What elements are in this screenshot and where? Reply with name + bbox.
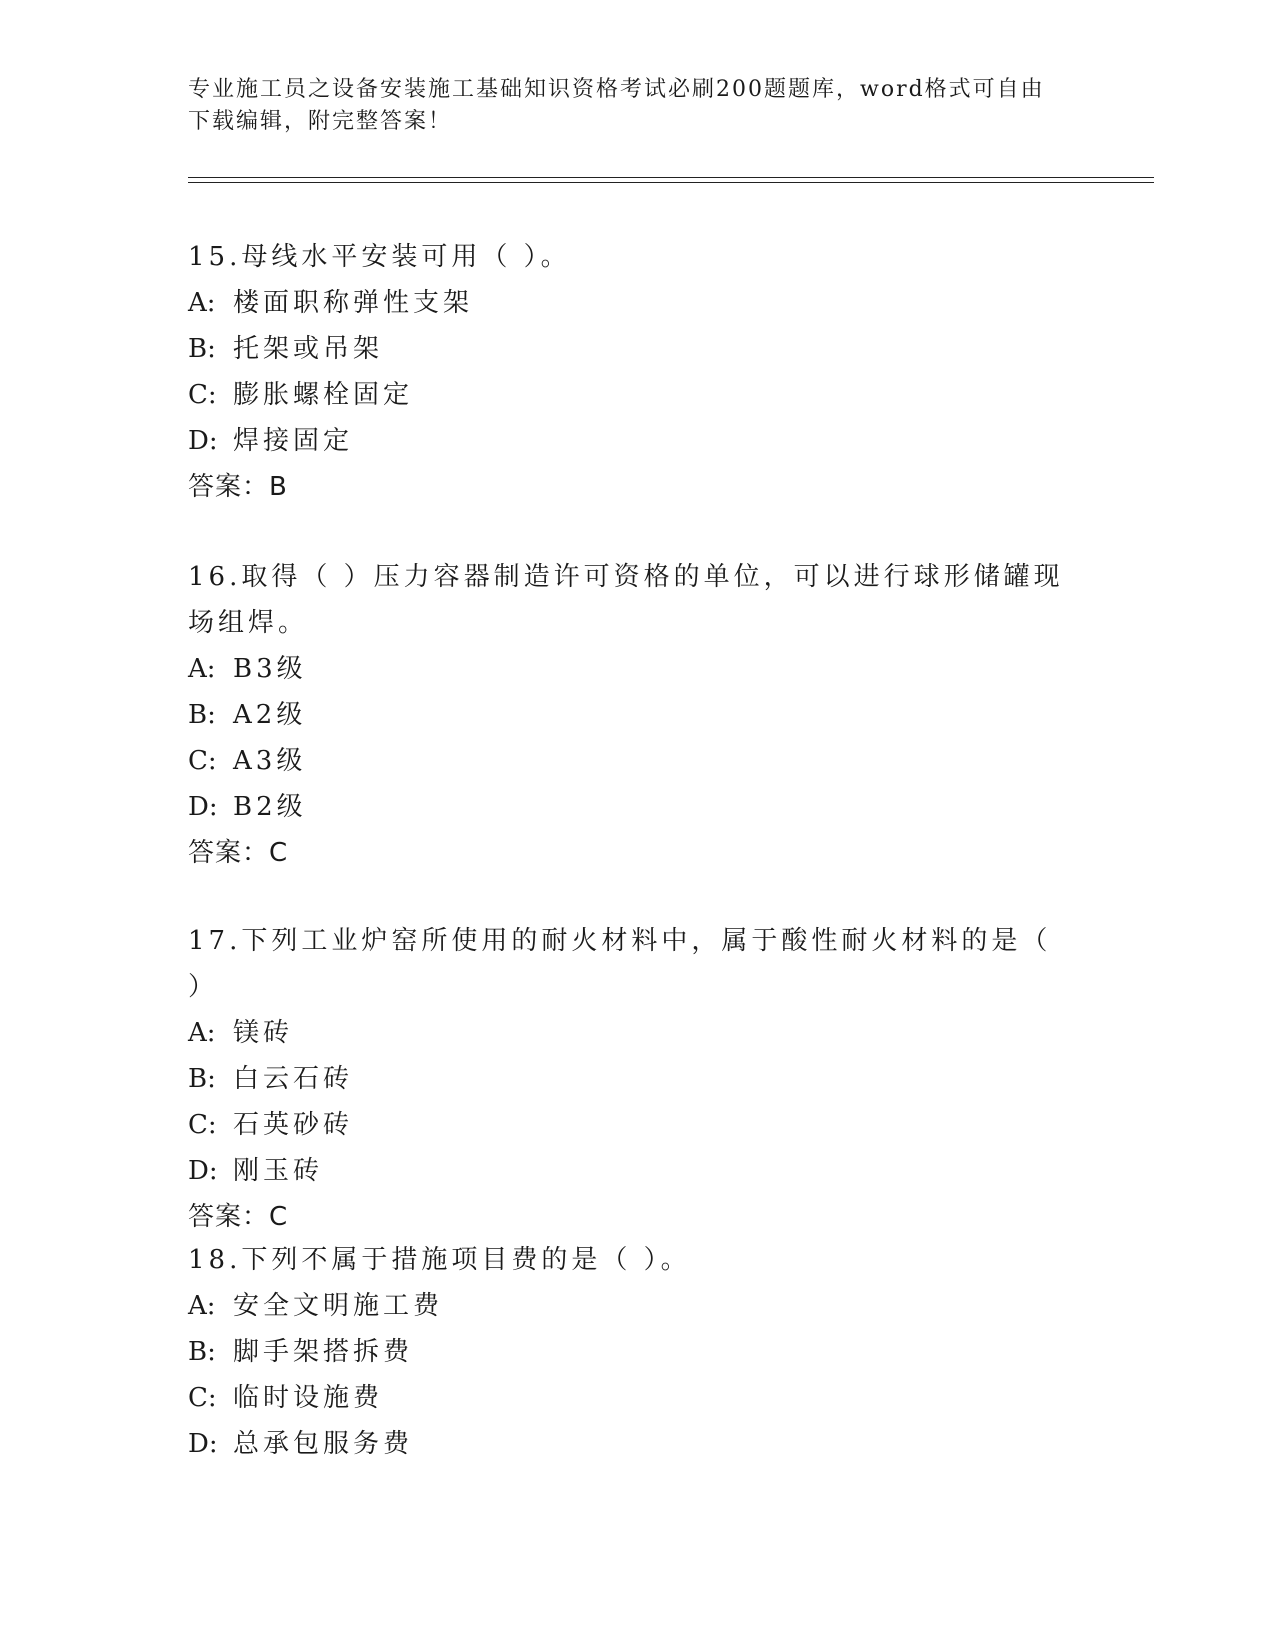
option-b xyxy=(188,326,1068,372)
option-text: B3级 xyxy=(233,654,307,684)
option-text: 石英砂砖 xyxy=(233,1110,354,1140)
option-a xyxy=(188,1010,1068,1056)
option-c xyxy=(188,738,1068,784)
option-letter: A: xyxy=(188,288,216,318)
option-d xyxy=(188,1421,1068,1467)
option-b xyxy=(188,1329,1068,1375)
option-a xyxy=(188,1283,1068,1329)
option-d xyxy=(188,1148,1068,1194)
question-17 xyxy=(188,918,1068,1240)
option-d xyxy=(188,418,1068,464)
option-text: 白云石砖 xyxy=(233,1064,354,1094)
option-letter: A: xyxy=(188,1018,216,1048)
option-letter: C: xyxy=(188,1110,217,1140)
question-stem: 17.下列工业炉窑所使用的耐火材料中，属于酸性耐火材料的是（ ） xyxy=(188,926,1052,1002)
option-d xyxy=(188,784,1068,830)
option-b xyxy=(188,692,1068,738)
option-c xyxy=(188,372,1068,418)
option-text: 膨胀螺栓固定 xyxy=(233,380,414,410)
option-text: 脚手架搭拆费 xyxy=(233,1337,414,1367)
option-letter: D: xyxy=(188,792,218,822)
option-letter: C: xyxy=(188,380,217,410)
option-letter: D: xyxy=(188,426,218,456)
question-stem: 16.取得（ ）压力容器制造许可资格的单位，可以进行球形储罐现场组焊。 xyxy=(188,562,1064,638)
option-letter: B: xyxy=(188,700,216,730)
option-letter: C: xyxy=(188,1383,217,1413)
option-letter: B: xyxy=(188,1337,216,1367)
option-a xyxy=(188,646,1068,692)
option-text: 楼面职称弹性支架 xyxy=(233,288,474,318)
option-letter: A: xyxy=(188,1291,216,1321)
option-text: 托架或吊架 xyxy=(233,334,384,364)
question-16 xyxy=(188,554,1068,876)
answer-line: 答案：B xyxy=(188,472,288,502)
answer-line: 答案：C xyxy=(188,1202,289,1232)
document-header: 专业施工员之设备安装施工基础知识资格考试必刷200题题库，word格式可自由下载编辑，附完整答案！ xyxy=(188,77,1045,134)
header-divider-bottom xyxy=(188,182,1154,183)
option-text: 临时设施费 xyxy=(233,1383,384,1413)
question-15 xyxy=(188,234,1068,510)
option-letter: D: xyxy=(188,1429,218,1459)
answer-line: 答案：C xyxy=(188,838,289,868)
option-text: B2级 xyxy=(233,792,307,822)
option-text: 总承包服务费 xyxy=(233,1429,414,1459)
option-text: 焊接固定 xyxy=(233,426,354,456)
option-text: 刚玉砖 xyxy=(233,1156,324,1186)
option-text: A3级 xyxy=(233,746,307,776)
option-letter: D: xyxy=(188,1156,218,1186)
option-a xyxy=(188,280,1068,326)
option-text: A2级 xyxy=(233,700,307,730)
option-c xyxy=(188,1375,1068,1421)
header-divider-top xyxy=(188,177,1154,178)
option-b xyxy=(188,1056,1068,1102)
option-text: 安全文明施工费 xyxy=(233,1291,444,1321)
option-letter: C: xyxy=(188,746,217,776)
question-stem: 18.下列不属于措施项目费的是（ ）。 xyxy=(188,1245,691,1275)
option-letter: B: xyxy=(188,1064,216,1094)
question-18 xyxy=(188,1237,1068,1467)
option-c xyxy=(188,1102,1068,1148)
option-letter: B: xyxy=(188,334,216,364)
question-stem: 15.母线水平安装可用（ ）。 xyxy=(188,242,571,272)
option-letter: A: xyxy=(188,654,216,684)
option-text: 镁砖 xyxy=(233,1018,294,1048)
